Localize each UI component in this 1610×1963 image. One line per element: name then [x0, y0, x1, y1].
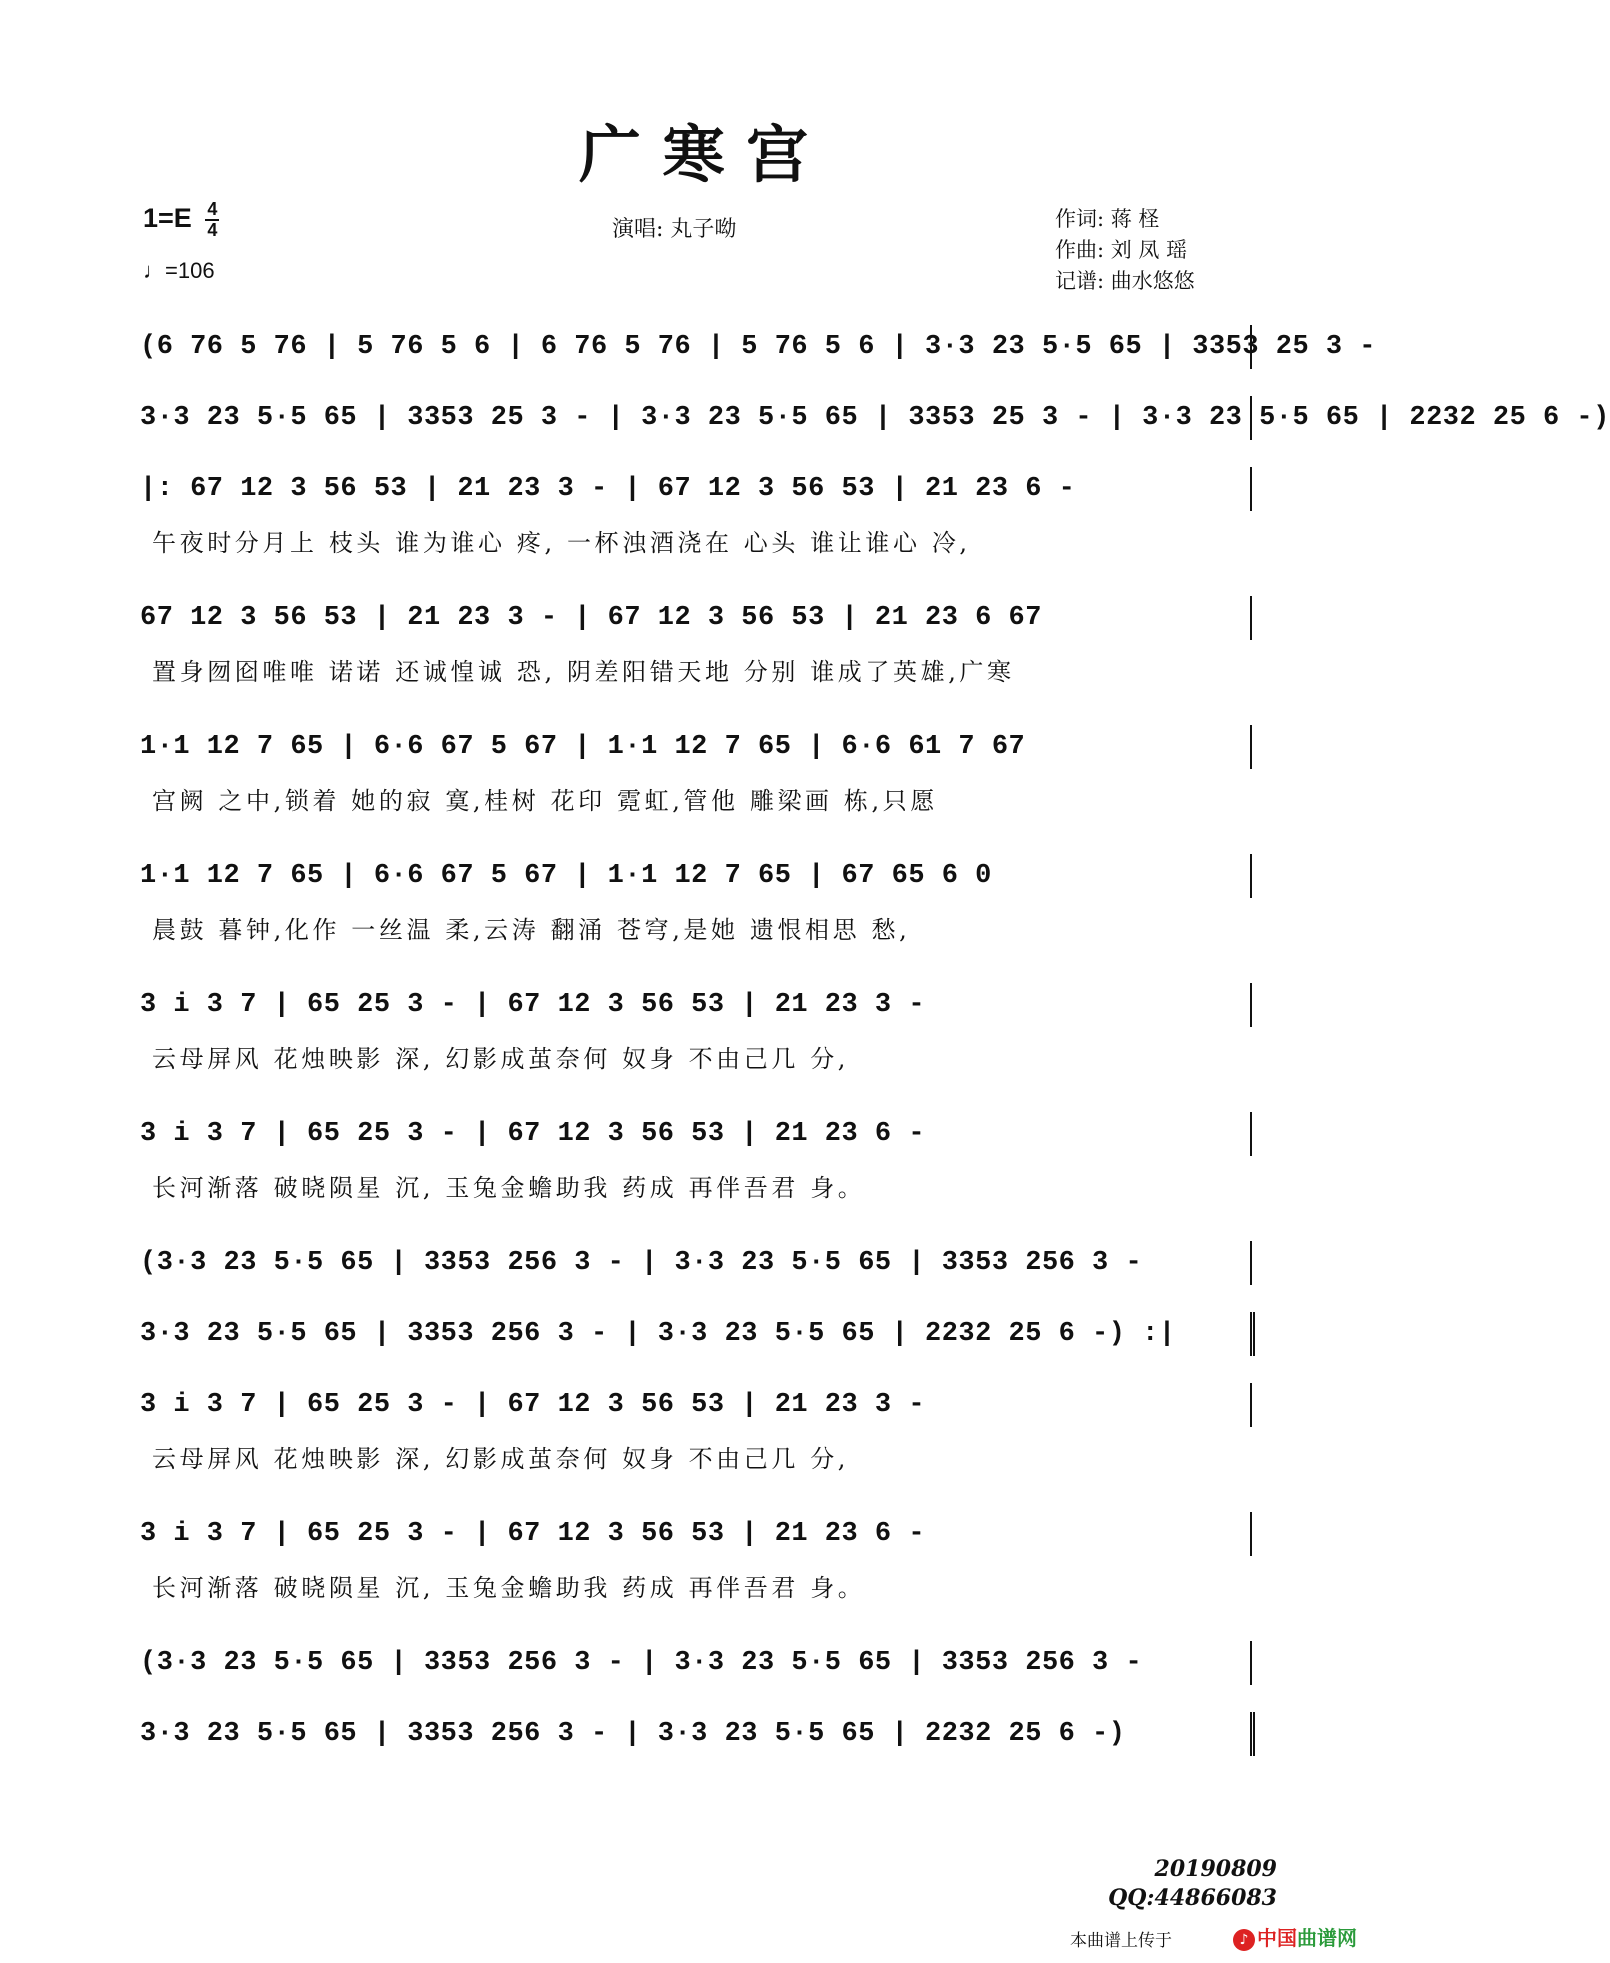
- notation-line: 3·3 23 5·5 65 | 3353 256 3 - | 3·3 23 5·5 65 | 2232 25 6 -): [140, 1712, 1255, 1756]
- notation-line: 3 i 3 7 | 65 25 3 - | 67 12 3 56 53 | 21 23 6 -: [140, 1512, 1252, 1556]
- notation-line: (3·3 23 5·5 65 | 3353 256 3 - | 3·3 23 5·5 65 | 3353 256 3 -: [140, 1641, 1252, 1685]
- key-label: 1=E: [143, 203, 192, 234]
- score-row: [140, 1505, 1250, 1634]
- notation-line: 1·1 12 7 65 | 6·6 67 5 67 | 1·1 12 7 65 | 6·6 61 7 67: [140, 725, 1252, 769]
- lyrics-line: 午夜时分月上 枝头 谁为谁心 疼, 一杯浊酒浇在 心头 谁让谁心 冷,: [152, 529, 971, 557]
- score-body: [140, 318, 1610, 1776]
- footer-info: [1108, 1855, 1277, 1913]
- lyrics-line: 云母屏风 花烛映影 深, 幻影成茧奈何 奴身 不由己几 分,: [152, 1445, 850, 1473]
- tempo-marking: ♩=106: [143, 258, 215, 283]
- score-row: [140, 1105, 1250, 1234]
- logo-text-a: 中国: [1257, 1926, 1297, 1950]
- lyrics-line: 长河渐落 破晓陨星 沉, 玉兔金蟾助我 药成 再伴吾君 身。: [152, 1174, 866, 1202]
- key-signature: [143, 200, 219, 240]
- score-row: [140, 1305, 1250, 1376]
- score-row: [140, 1634, 1250, 1705]
- lyrics-line: 晨鼓 暮钟,化作 一丝温 柔,云涛 翻涌 苍穹,是她 遗恨相思 愁,: [152, 916, 911, 944]
- site-logo: [1181, 1922, 1357, 1954]
- notation-line: 67 12 3 56 53 | 21 23 3 - | 67 12 3 56 53 | 21 23 6 67: [140, 596, 1252, 640]
- logo-badge-icon: ♪: [1233, 1929, 1255, 1951]
- time-signature-top: 4: [207, 199, 218, 219]
- lyrics-line: 云母屏风 花烛映影 深, 幻影成茧奈何 奴身 不由己几 分,: [152, 1045, 850, 1073]
- notation-line: (3·3 23 5·5 65 | 3353 256 3 - | 3·3 23 5·5 65 | 3353 256 3 -: [140, 1241, 1252, 1285]
- lyrics-line: 长河渐落 破晓陨星 沉, 玉兔金蟾助我 药成 再伴吾君 身。: [152, 1574, 866, 1602]
- lyricist-credit: 作词: 蒋 柽: [1055, 207, 1160, 231]
- score-row: [140, 718, 1250, 847]
- transcriber-credit: 记谱: 曲水悠悠: [1055, 269, 1195, 293]
- lyrics-line: 置身囫囵唯唯 诺诺 还诚惶诚 恐, 阴差阳错天地 分别 谁成了英雄,广寒: [152, 658, 1015, 686]
- score-row: [140, 847, 1250, 976]
- lyrics-line: 宫阙 之中,锁着 她的寂 寞,桂树 花印 霓虹,管他 雕梁画 栋,只愿: [152, 787, 938, 815]
- time-signature: [205, 200, 219, 240]
- score-row: [140, 976, 1250, 1105]
- score-row: [140, 1234, 1250, 1305]
- score-row: [140, 318, 1376, 389]
- qq-contact: QQ:44866083: [1108, 1885, 1277, 1911]
- composer-credit: 作曲: 刘 凤 瑶: [1055, 238, 1188, 262]
- logo-text-b: 曲谱网: [1297, 1926, 1357, 1950]
- notation-line: 1·1 12 7 65 | 6·6 67 5 67 | 1·1 12 7 65 | 67 65 6 0: [140, 854, 1252, 898]
- notation-line: 3·3 23 5·5 65 | 3353 256 3 - | 3·3 23 5·5 65 | 2232 25 6 -) :|: [140, 1312, 1255, 1356]
- notation-line: 3 i 3 7 | 65 25 3 - | 67 12 3 56 53 | 21 23 3 -: [140, 983, 1252, 1027]
- notation-line: 3 i 3 7 | 65 25 3 - | 67 12 3 56 53 | 21 23 3 -: [140, 1383, 1252, 1427]
- notation-line: |: 67 12 3 56 53 | 21 23 3 - | 67 12 3 56 53 | 21 23 6 -: [140, 467, 1252, 511]
- singer-credit: 演唱: 丸子呦: [612, 217, 737, 242]
- notation-line: (6 76 5 76 | 5 76 5 6 | 6 76 5 76 | 5 76 5 6 | 3·3 23 5·5 65 | 3353 25 3 -: [140, 325, 1252, 369]
- score-row: [140, 389, 1610, 460]
- credits-block: [1055, 204, 1195, 297]
- notation-line: 3 i 3 7 | 65 25 3 - | 67 12 3 56 53 | 21 23 6 -: [140, 1112, 1252, 1156]
- time-signature-bottom: 4: [207, 220, 218, 240]
- score-row: [140, 589, 1250, 718]
- notation-line: 3·3 23 5·5 65 | 3353 25 3 - | 3·3 23 5·5 65 | 3353 25 3 - | 3·3 23 5·5 65 | 2232 25 6 -): [140, 396, 1252, 440]
- score-title: 广 寒 宫: [578, 118, 809, 191]
- score-row: [140, 460, 1250, 589]
- score-row: [140, 1376, 1250, 1505]
- upload-note: 本曲谱上传于: [1070, 1931, 1172, 1951]
- date-stamp: 20190809: [1154, 1856, 1277, 1882]
- score-row: [140, 1705, 1250, 1776]
